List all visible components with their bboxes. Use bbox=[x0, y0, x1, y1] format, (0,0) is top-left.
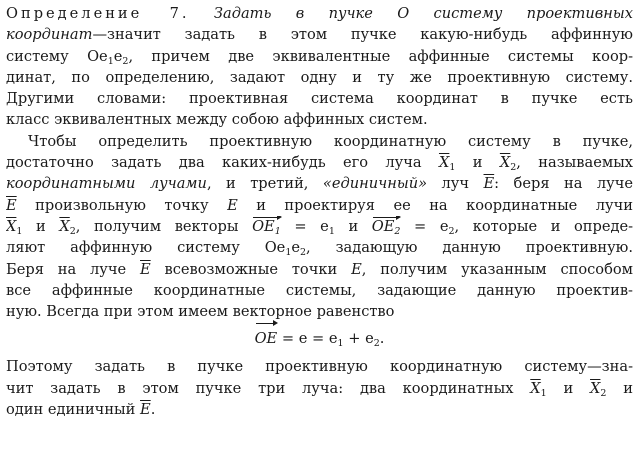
paragraph-2-line-4: $\overline{E}$ произвольную точку E и проектируя ее на координатные лучи bbox=[6, 196, 633, 214]
definition-line-1 bbox=[6, 3, 633, 24]
ray-x2: $\overline{X}$ bbox=[59, 217, 70, 235]
paragraph-2-line-3: координатными лучами, и третий, «единичный» луч $\overline{E}$: беря на луче bbox=[6, 175, 633, 193]
ray-x1: $\overline{X}$ bbox=[6, 217, 17, 235]
paragraph-3-line-2: чит задать в этом пучке три луча: два координатных $\overline{X}_1$ и $\overline{X}_2$ и bbox=[6, 379, 633, 399]
ray-x1: $\overline{X}$ bbox=[438, 154, 450, 172]
definition-line-3: систему $Oe_1e_2$, причем две эквивалентные аффинные системы коор- bbox=[6, 47, 633, 67]
vector-oe2: $OE_2$ bbox=[371, 217, 401, 237]
paragraph-2-line-8: все аффинные координатные системы, задающие данную проектив- bbox=[6, 281, 633, 299]
paragraph-2-line-1: Чтобы определить проективную координатную систему в пучке, bbox=[28, 132, 633, 150]
system-symbol: $Oe_1e_2$ bbox=[264, 239, 307, 259]
paragraph-3-line-1: Поэтому задать в пучке проективную координатную систему—зна- bbox=[6, 358, 633, 376]
paragraph-3-line-3: один единичный $\overline{E}$. bbox=[6, 401, 156, 419]
term-unit-ray: «единичный» bbox=[322, 175, 428, 193]
definition-title: Задать в пучке O систему проективных bbox=[213, 5, 633, 22]
vector-oe: OE bbox=[255, 322, 278, 356]
ray-e: $\overline{E}$ bbox=[140, 401, 151, 419]
definition-line-6: класс эквивалентных между собою аффинных систем. bbox=[6, 111, 428, 129]
term-projective-coordinates: координат bbox=[6, 26, 93, 44]
vector-equation: OE = $e = e_1 + e_2$. bbox=[6, 322, 633, 356]
paragraph-2-line-5: $\overline{X}_1$ и $\overline{X}_2$, получим векторы $OE_1 = e_1$ и $OE_2 = e_2$, которые и опреде- bbox=[6, 217, 633, 237]
term-coordinate-rays: координатными лучами bbox=[6, 175, 207, 193]
paragraph-2-line-6: ляют аффинную систему $Oe_1e_2$, задающую данную проективную. bbox=[6, 239, 633, 259]
definition-heading: Определение 7. bbox=[6, 5, 190, 22]
paragraph-2-line-2: достаточно задать два каких-нибудь его луча $\overline{X}_1$ и $\overline{X}_2$, называемых bbox=[6, 154, 633, 174]
ray-e: $\overline{E}$ bbox=[140, 260, 151, 278]
ray-e: $\overline{E}$ bbox=[6, 196, 17, 214]
paragraph-2-line-9: ную. Всегда при этом имеем векторное равенство bbox=[6, 303, 395, 321]
ray-x1: $\overline{X}$ bbox=[530, 379, 541, 397]
system-symbol: $Oe_1e_2$ bbox=[87, 47, 129, 67]
ray-x2: $\overline{X}$ bbox=[590, 379, 601, 397]
definition-line-4: динат, по определению, задают одну и ту же проективную систему. bbox=[6, 68, 633, 86]
vector-oe1: $OE_1$ bbox=[252, 217, 281, 237]
definition-line-2: координат—значит задать в этом пучке какую-нибудь аффинную bbox=[6, 26, 633, 44]
ray-x2: $\overline{X}$ bbox=[499, 154, 511, 172]
paragraph-2-line-7: Беря на луче $\overline{E}$ всевозможные точки E, получим указанным способом bbox=[6, 260, 633, 278]
ray-e: $\overline{E}$ bbox=[483, 175, 495, 193]
definition-line-5: Другими словами: проективная система координат в пучке есть bbox=[6, 90, 633, 108]
